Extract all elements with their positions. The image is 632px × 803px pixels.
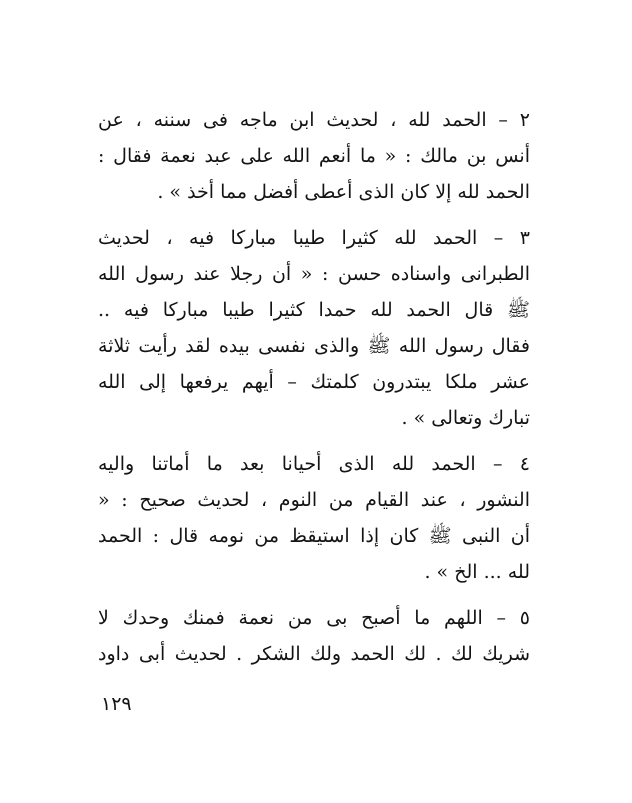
- text-line: ٤ – الحمد لله الذى أحيانا بعد ما أماتنا واليه: [98, 453, 530, 475]
- text-line: عشر ملكا يبتدرون كلمتك – أيهم يرفعها إلى الله: [98, 371, 530, 393]
- text-line: النشور ، عند القيام من النوم ، لحديث صحيح : «: [98, 489, 530, 511]
- paragraph-5: [98, 600, 530, 672]
- paragraph-gap: [98, 436, 530, 446]
- paragraph-2: [98, 102, 530, 210]
- text-line: أن النبى ﷺ كان إذا استيقظ من نومه قال : الحمد: [98, 525, 530, 547]
- text-line: ٢ – الحمد لله ، لحديث ابن ماجه فى سننه ، عن: [98, 109, 530, 131]
- text-line: شريك لك . لك الحمد ولك الشكر . لحديث أبى داود: [98, 643, 530, 665]
- paragraph-gap: [98, 590, 530, 600]
- text-line: الحمد لله إلا كان الذى أعطى أفضل مما أخذ » .: [157, 181, 530, 203]
- text-line: تبارك وتعالى » .: [401, 407, 530, 429]
- text-line: ٥ – اللهم ما أصبح بى من نعمة فمنك وحدك لا: [98, 607, 530, 629]
- paragraph-4: [98, 446, 530, 590]
- page-number: ١٢٩: [101, 693, 132, 715]
- text-line: أنس بن مالك : « ما أنعم الله على عبد نعمة فقال :: [98, 145, 530, 167]
- text-block: [98, 102, 530, 672]
- text-line: ٣ – الحمد لله كثيرا طيبا مباركا فيه ، لحديث: [98, 227, 530, 249]
- text-line: فقال رسول الله ﷺ والذى نفسى بيده لقد رأيت ثلاثة: [98, 335, 530, 357]
- paragraph-3: [98, 220, 530, 436]
- text-line: ﷺ قال الحمد لله حمدا كثيرا طيبا مباركا فيه ..: [98, 299, 530, 321]
- text-line: لله ... الخ » .: [424, 561, 530, 583]
- paragraph-gap: [98, 210, 530, 220]
- text-line: الطبرانى واسناده حسن : « أن رجلا عند رسول الله: [98, 263, 530, 285]
